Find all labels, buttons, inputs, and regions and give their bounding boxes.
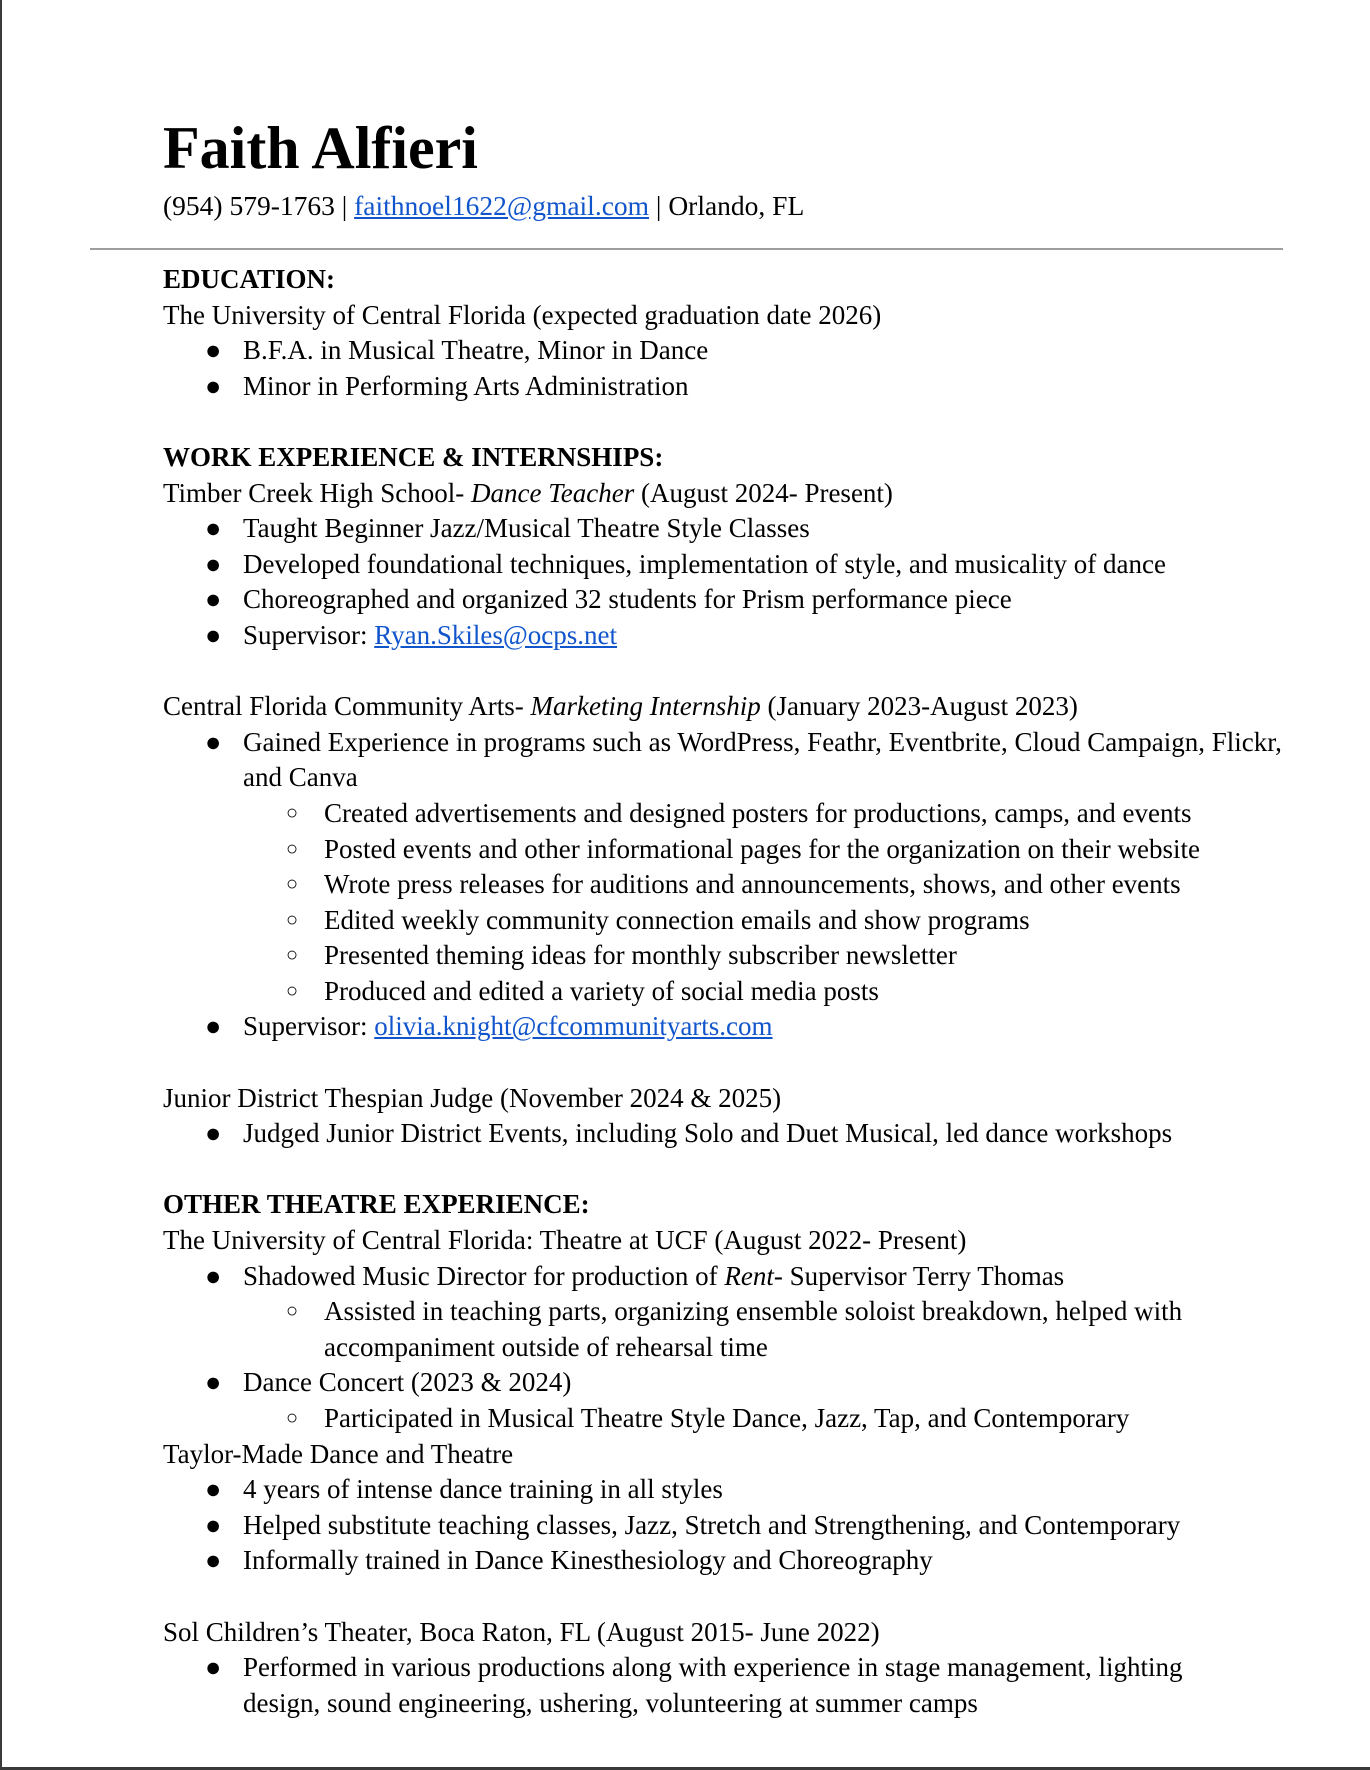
sub-bullet-marker: ○ (286, 801, 299, 824)
theatre-title-taylor: Taylor-Made Dance and Theatre (163, 1438, 514, 1469)
bullet-marker: ● (205, 1545, 222, 1576)
bullet-marker: ● (205, 726, 222, 757)
candidate-name: Faith Alfieri (163, 115, 478, 181)
contact-line (163, 190, 1263, 222)
sub-list-item: ○ Wrote press releases for auditions and announcements, shows, and other events (163, 867, 1283, 903)
supervisor-email-link[interactable]: Ryan.Skiles@ocps.net (374, 619, 618, 650)
job-title-timber-creek: Timber Creek High School- Dance Teacher (August 2024- Present) (163, 477, 893, 508)
bullet-marker: ● (205, 1260, 222, 1291)
job-title-cfca: Central Florida Community Arts- Marketing Internship (January 2023-August 2023) (163, 691, 1078, 722)
list-item: ● Minor in Performing Arts Administration (163, 369, 1283, 405)
list-item: ● Supervisor: Ryan.Skiles@ocps.net (163, 618, 1283, 654)
bullet-marker: ● (205, 335, 222, 366)
location: Orlando, FL (668, 190, 805, 221)
email-link[interactable]: faithnoel1622@gmail.com (354, 190, 650, 221)
theatre-heading: OTHER THEATRE EXPERIENCE: (163, 1189, 590, 1220)
sub-bullet-marker: ○ (286, 1407, 299, 1429)
sub-list-item: ○ Edited weekly community connection emails and show programs (163, 903, 1283, 939)
supervisor-email-link[interactable]: olivia.knight@cfcommunityarts.com (374, 1011, 773, 1042)
bullet-marker: ● (205, 370, 222, 401)
list-item: ● Judged Junior District Events, including Solo and Duet Musical, led dance workshops (163, 1116, 1283, 1152)
list-item: ● Performed in various productions along with experience in stage management, lighting design, sound engineering, ushering, volunteering at summer camps (205, 1652, 1183, 1718)
resume-body (163, 262, 1283, 1721)
page-edge-left (0, 0, 2, 1770)
list-item: ● Informally trained in Dance Kinesthesiology and Choreography (163, 1543, 1283, 1579)
separator: | (334, 190, 355, 221)
phone: (954) 579-1763 (163, 190, 335, 221)
bullet-marker: ● (205, 1367, 222, 1398)
sub-list-item: ○ Participated in Musical Theatre Style Dance, Jazz, Tap, and Contemporary (163, 1401, 1283, 1437)
separator: | (649, 190, 669, 221)
bullet-marker: ● (205, 1474, 222, 1505)
sub-bullet-marker: ○ (286, 979, 299, 1002)
list-item: ● 4 years of intense dance training in all styles (163, 1472, 1283, 1508)
sub-bullet-marker: ○ (286, 873, 299, 896)
sub-list-item: ○ Assisted in teaching parts, organizing ensemble soloist breakdown, helped with accompaniment outside of rehearsal time (286, 1296, 1183, 1362)
theatre-title-ucf: The University of Central Florida: Theatre at UCF (August 2022- Present) (163, 1225, 967, 1256)
bullet-marker: ● (205, 513, 222, 544)
sub-bullet-marker: ○ (286, 837, 299, 860)
bullet-marker: ● (205, 548, 222, 579)
resume-header (163, 108, 1263, 222)
sub-list-item: ○ Produced and edited a variety of social media posts (163, 974, 1283, 1010)
job-title-thespian-judge: Junior District Thespian Judge (November 2024 & 2025) (163, 1082, 782, 1113)
bullet-marker: ● (205, 1509, 222, 1540)
sub-bullet-marker: ○ (286, 944, 299, 967)
bullet-marker: ● (205, 619, 222, 650)
sub-bullet-marker: ○ (286, 908, 299, 931)
list-item: ● Taught Beginner Jazz/Musical Theatre Style Classes (163, 511, 1283, 547)
bullet-marker: ● (205, 1652, 222, 1683)
list-item: ● Developed foundational techniques, implementation of style, and musicality of dance (163, 547, 1283, 583)
work-heading: WORK EXPERIENCE & INTERNSHIPS: (163, 441, 664, 472)
sub-list-item: ○ Presented theming ideas for monthly subscriber newsletter (163, 938, 1283, 974)
education-institution: The University of Central Florida (expected graduation date 2026) (163, 299, 882, 330)
list-item: ● Choreographed and organized 32 students for Prism performance piece (163, 582, 1283, 618)
list-item: ● Shadowed Music Director for production of Rent- Supervisor Terry Thomas (163, 1259, 1283, 1295)
header-divider (90, 248, 1283, 250)
sub-list-item: ○ Created advertisements and designed posters for productions, camps, and events (163, 796, 1283, 832)
list-item: ● Helped substitute teaching classes, Jazz, Stretch and Strengthening, and Contemporary (163, 1508, 1283, 1544)
theatre-title-sol: Sol Children’s Theater, Boca Raton, FL (August 2015- June 2022) (163, 1616, 880, 1647)
bullet-marker: ● (205, 1118, 222, 1149)
bullet-marker: ● (205, 1011, 222, 1042)
education-heading: EDUCATION: (163, 264, 336, 294)
list-item: ● Dance Concert (2023 & 2024) (163, 1365, 1283, 1401)
sub-list-item: ○ Posted events and other informational pages for the organization on their website (163, 832, 1283, 868)
list-item: ● B.F.A. in Musical Theatre, Minor in Dance (163, 333, 1283, 369)
list-item: ● Supervisor: olivia.knight@cfcommunityarts.com (163, 1009, 1283, 1045)
sub-bullet-marker: ○ (286, 1300, 299, 1323)
list-item: ● Gained Experience in programs such as WordPress, Feathr, Eventbrite, Cloud Campaign, Flickr, and Canva (205, 726, 1282, 793)
bullet-marker: ● (205, 584, 222, 615)
